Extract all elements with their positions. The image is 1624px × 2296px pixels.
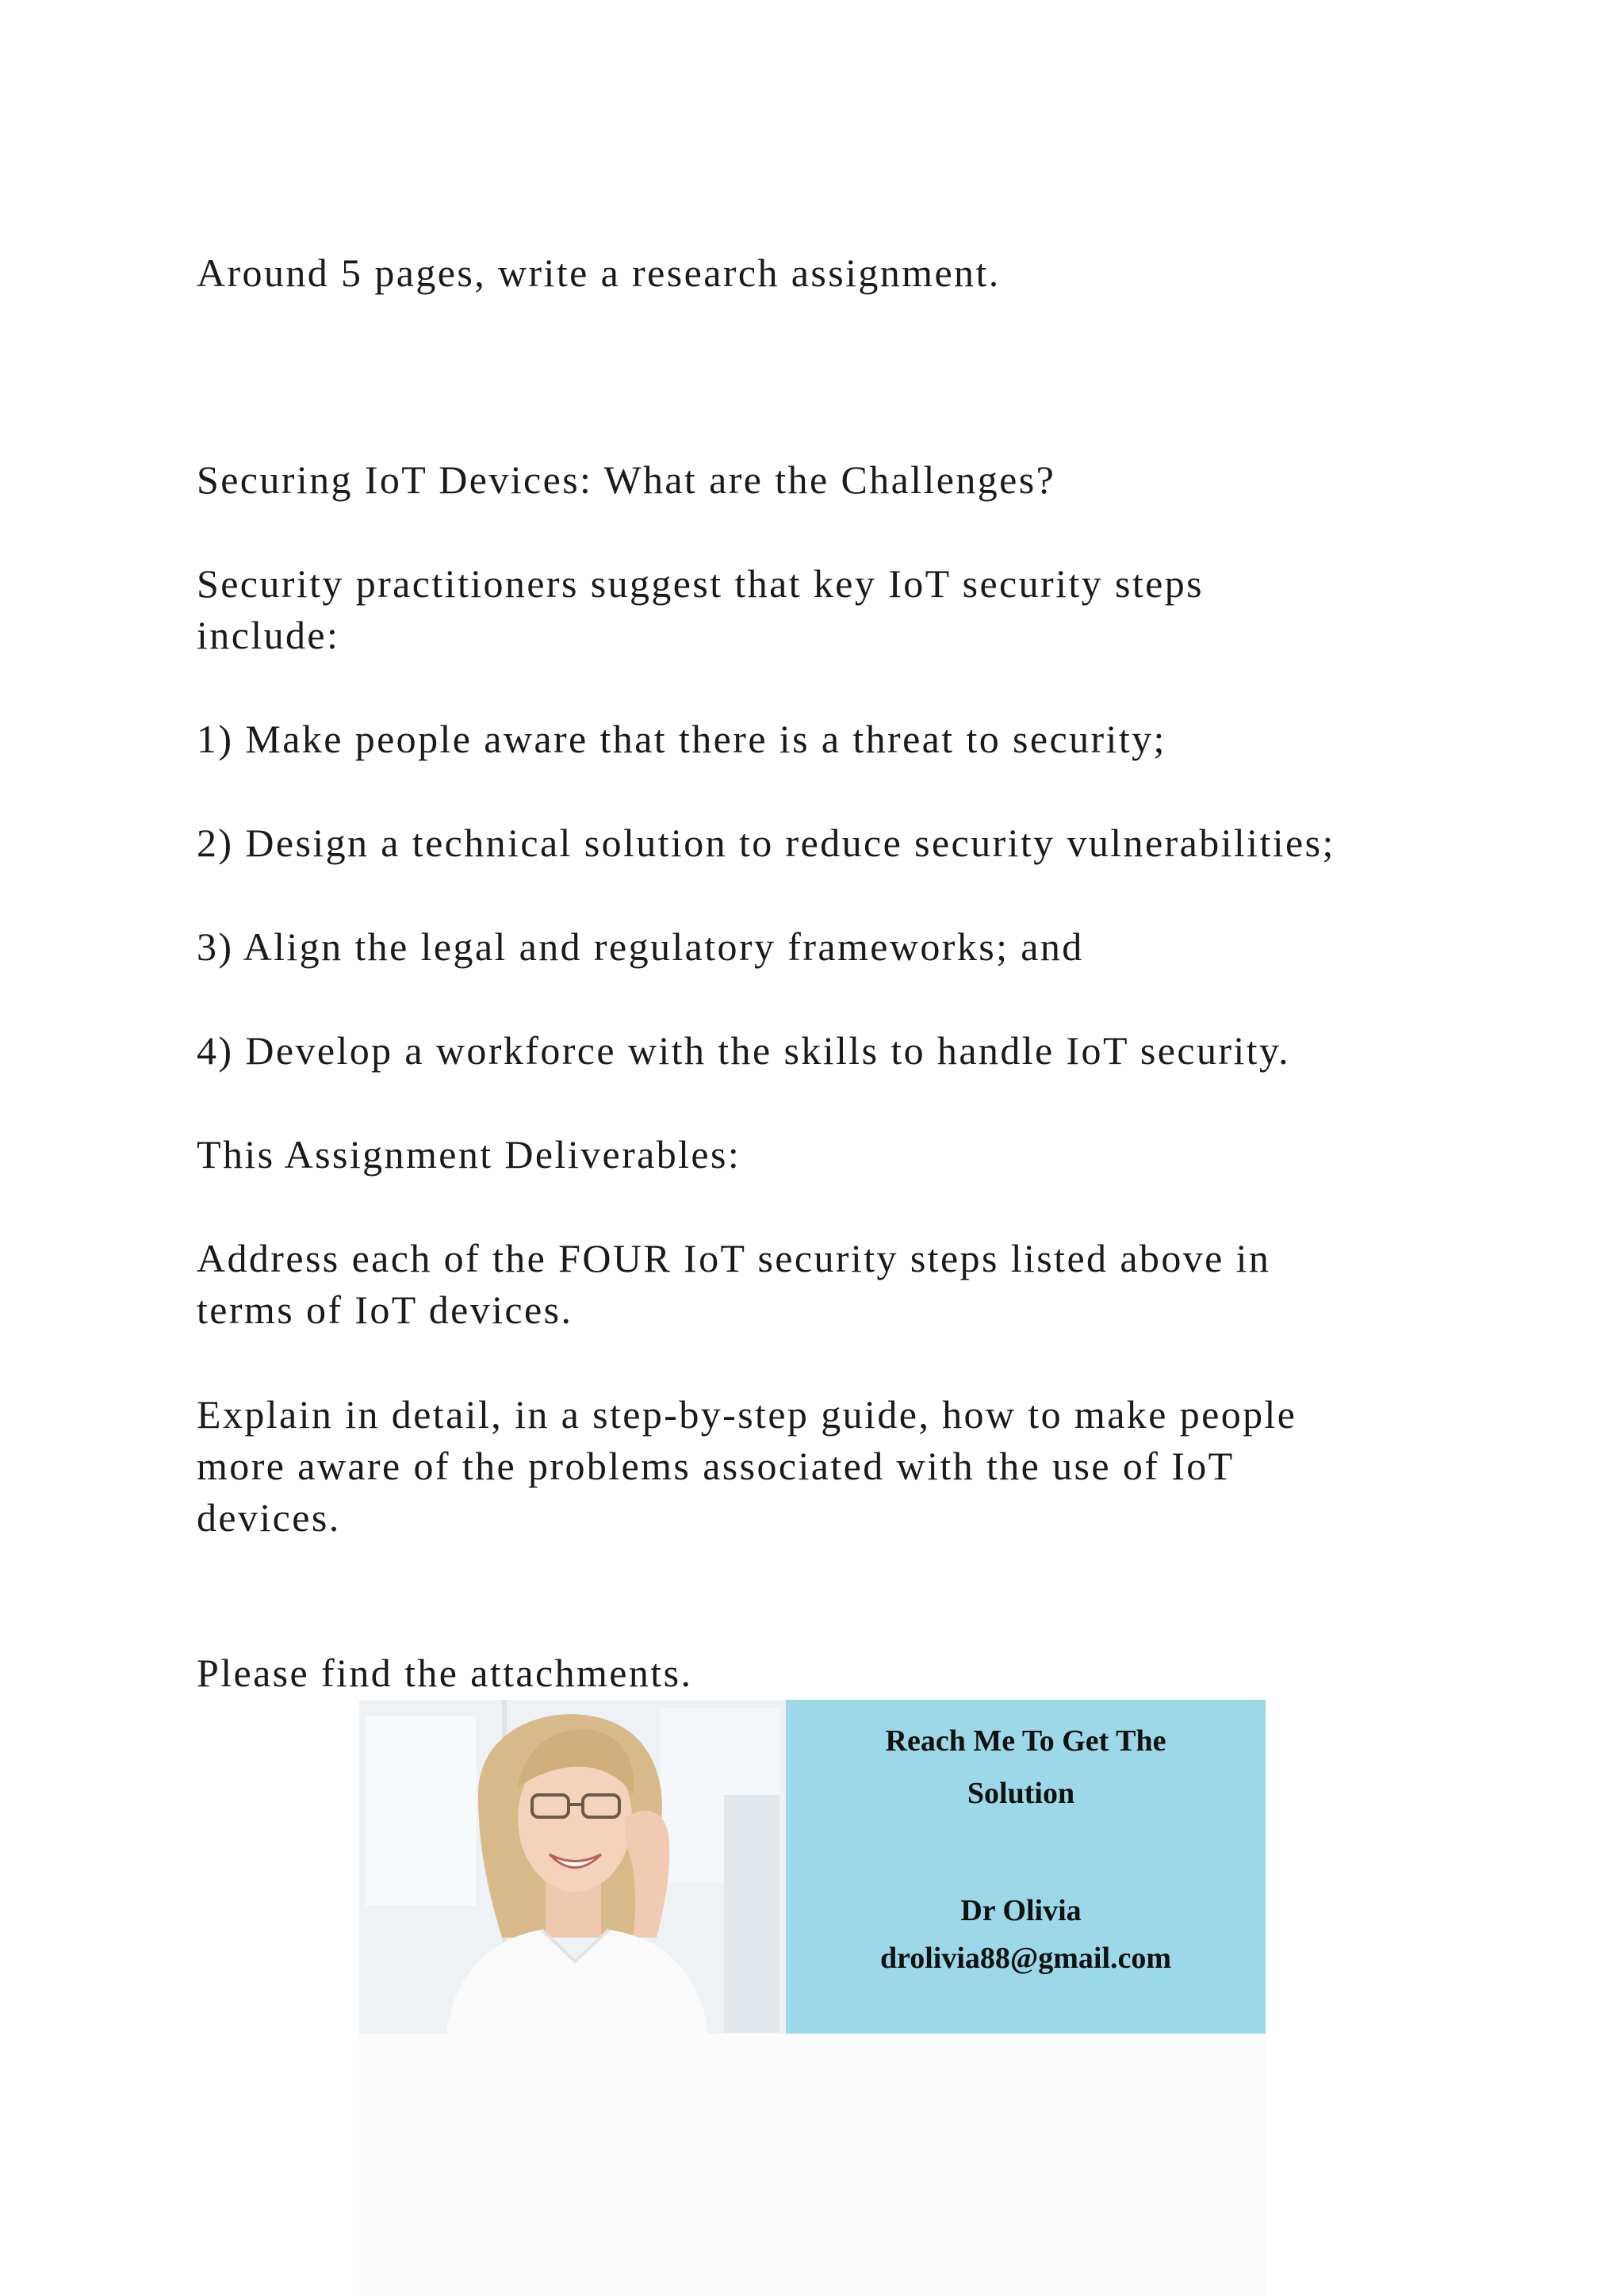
step-4: 4) Develop a workforce with the skills to handle IoT security. (197, 1028, 1291, 1073)
deliverable-explain: Explain in detail, in a step-by-step guide, how to make people more aware of the problems associated with the use of IoT devices. (197, 1392, 1297, 1540)
practitioners-paragraph: Security practitioners suggest that key IoT security steps include: (197, 561, 1204, 657)
intro-paragraph: Around 5 pages, write a research assignment. (197, 251, 1001, 295)
attachments-note: Please find the attachments. (197, 1651, 693, 1695)
assignment-title: Securing IoT Devices: What are the Challenges? (197, 457, 1056, 502)
woman-photo-illustration (359, 1700, 786, 2034)
contact-email[interactable]: drolivia88@gmail.com (879, 1942, 1172, 1975)
contact-banner (359, 1700, 1266, 2034)
contact-name: Dr Olivia (960, 1894, 1082, 1927)
banner-heading-line2: Solution (967, 1777, 1075, 1810)
woman-photo (359, 1700, 786, 2034)
banner-heading-line1: Reach Me To Get The (885, 1724, 1166, 1758)
step-2: 2) Design a technical solution to reduce security vulnerabilities; (197, 821, 1335, 865)
deliverables-heading: This Assignment Deliverables: (197, 1132, 741, 1177)
step-3: 3) Align the legal and regulatory frameworks; and (197, 924, 1084, 969)
contact-panel (786, 1700, 1266, 2034)
deliverable-address: Address each of the FOUR IoT security steps listed above in terms of IoT devices. (197, 1236, 1271, 1332)
page-shading (359, 2034, 1266, 2296)
step-1: 1) Make people aware that there is a threat to security; (197, 717, 1166, 761)
